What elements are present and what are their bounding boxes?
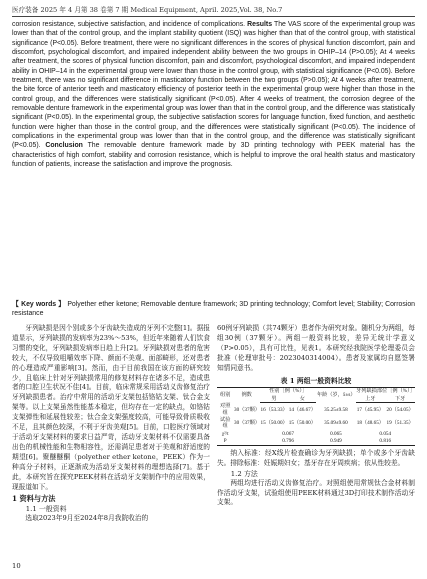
cell-p-age: 0.949 bbox=[316, 437, 355, 445]
cell-lower: 20（54.05） bbox=[386, 406, 414, 413]
th-female: 女 bbox=[288, 395, 316, 403]
cell-p-loss: 0.816 bbox=[356, 437, 415, 445]
cell-upper: 18（48.65） bbox=[356, 420, 384, 427]
th-sex: 性别［例（%）］ bbox=[260, 387, 316, 395]
cell-p-label: P bbox=[217, 437, 233, 445]
cell-n: 30（37颗） bbox=[234, 406, 260, 413]
section-heading-1-2: 1.2 方法 bbox=[230, 469, 258, 478]
cell-age: 35.09±9.60 bbox=[324, 420, 348, 427]
intro-paragraph: 牙列缺损是因个别或多个牙齿缺失造成的牙列不完整[1]。据报道显示，牙列缺损的发病率为23%～53%，但近年来随着人们饮食习惯的变化，牙列缺损发病率日趋上升[2]。牙列缺损对患者的危害较大，不仅导致咀嚼效率下降、颜面不美观、面部畸形，还对患者的心理造成严重影响[3]。然而，由于目前我国在该方面的研究较少，且临床上针对牙列缺损常用的修复材料存在诸多不足，造成患者的口腔卫生状况不佳[4]。目前，临床常规采用活动义齿修复治疗牙列缺损患者。治疗中常用的活动牙支架包括铬钴支架、钛合金支架等。以上支架虽然性能基本稳定，但均存在一定的缺点，如铬钴支架弹性和延展性较差；钛合金支架强度较高，可能导致骨质吸收不足，且其颜色较深，不利于牙齿美观[5]。目前，口腔医疗领域对于活动牙支架材料的要求日益严苛，活动牙支架材料不仅需要具备出色的机械性能和生物相容性，还需满足患者对于美观和舒适度的期望[6]。聚醚醚酮（polyether ether ketone，PEEK）作为一种高分子材料，正逐渐成为活动牙支架材料的理想选择[7]。基于此，本研究旨在探究PEEK材料在活动牙支架制作中的应用效果，现报道如下。 bbox=[12, 324, 210, 491]
cell-stat-loss: 0.054 bbox=[379, 430, 392, 437]
cell-stat-sex: 0.067 bbox=[282, 430, 294, 437]
left-column bbox=[12, 324, 210, 524]
cell-male: 16（53.33） bbox=[260, 406, 288, 413]
abstract-intro: corrosion resistance, subjective satisfaction, and incidence of complications. bbox=[12, 21, 246, 28]
conclusion-text: The removable denture framework made by 3D printing technology with PEEK material has the characteristics of high comfort, stability and corrosion resistance, which is helpful to improve the oral health status and masticatory function of patients, increase the satisfaction and improve the prognosis. bbox=[12, 142, 415, 169]
cell-upper: 17（45.95） bbox=[356, 406, 384, 413]
inclusion-criteria: 纳入标准：经X线片检查确诊为牙列缺损；单个或多个牙齿缺失。排除标准：妊娠期妇女；基牙存在牙周疾病；依从性较差。 bbox=[217, 448, 415, 467]
keywords-text: Polyether ether ketone; Removable denture framework; 3D printing technology; Comfort level; Stability; Corrosion resistance bbox=[12, 301, 415, 318]
table-row bbox=[217, 403, 415, 417]
results-label: Results bbox=[247, 21, 273, 28]
section-heading-1-1: 1.1 一般资料 bbox=[25, 505, 67, 514]
general-data-paragraph: 选取2023年9月至2024年8月我院收治的 bbox=[25, 514, 149, 523]
table-header-row bbox=[217, 387, 415, 395]
running-header: 医疗装备 2025 年 4 月第 38 卷第 7 期 Medical Equipment, April. 2025,Vol. 38, No.7 bbox=[12, 6, 283, 14]
right-column bbox=[217, 324, 415, 508]
th-age: 年龄（岁，x̄±s） bbox=[316, 387, 355, 403]
cell-p-sex: 0.796 bbox=[260, 437, 316, 445]
conclusion-label: Conclusion bbox=[45, 142, 83, 150]
th-group: 组别 bbox=[217, 387, 233, 403]
th-male: 男 bbox=[260, 395, 288, 403]
table-p-row bbox=[217, 437, 415, 445]
th-loss: 牙列缺损部位［例（%）］ bbox=[356, 388, 415, 395]
cell-stat-label: χ²/t bbox=[221, 430, 229, 437]
th-lower: 下牙 bbox=[385, 395, 415, 403]
general-data-continued: 60例牙列缺损（共74颗牙）患者作为研究对象。随机分为两组，每组30例（37颗牙）。两组一般资料比较，差异无统计学意义（P>0.05），具有可比性，见表1。本研究经我院医学伦理委员会批准（伦理审批号：2023040314004）。患者及家属均自愿签署知情同意书。 bbox=[217, 324, 415, 372]
th-n: 例数 bbox=[233, 387, 260, 403]
keywords-line bbox=[12, 300, 415, 319]
cell-group: 试验组 bbox=[220, 417, 231, 430]
english-abstract bbox=[12, 20, 415, 170]
page-number: 10 bbox=[12, 562, 21, 570]
methods-paragraph: 两组均进行活动义齿修复治疗。对照组使用常规钛合金材料制作活动牙支架，试验组使用PEEK材料通过3D打印技术制作活动牙支架。 bbox=[217, 478, 415, 507]
table-1 bbox=[217, 387, 415, 446]
th-upper: 上牙 bbox=[356, 395, 386, 403]
keywords-label: 【 Key words 】 bbox=[12, 301, 66, 308]
cell-group: 对照组 bbox=[220, 403, 231, 416]
cell-female: 14（46.67） bbox=[288, 406, 316, 413]
abstract-body bbox=[12, 20, 415, 170]
cell-n: 30（37颗） bbox=[234, 420, 260, 427]
cell-age: 35.25±9.58 bbox=[324, 406, 348, 413]
section-heading-1: 1 资料与方法 bbox=[12, 494, 56, 504]
cell-lower: 19（51.35） bbox=[386, 420, 414, 427]
results-text: The VAS score of the experimental group was lower than that of the control group, and the implant stability quotient (ISQ) was higher than that of the control group, with statistical significance (P<0.05). Before treatment, there were no significant differences in the scores of physical function discomfort, pain and discomfort, psychological discomfort, and impaired independent ability between the two groups in OHIP–14 (P>0.05); At 4 weeks after treatment, the scores of physical function discomfort, pain and discomfort, psychological discomfort, and impaired independent ability in OHIP–14 in the experimental group were lower than those in the control group, with statistical significance (P<0.05). Before treatment, there was no significant difference in masticatory function between the two groups (P>0.05); At 4 weeks after treatment, the bite force of anterior teeth and masticatory efficiency of posterior teeth in the experimental group were higher than those in the control group, and the differences were statistically significant (P<0.05). After 4 weeks of treatment, the corrosion degree of the removable denture framework in the experimental group was lower than that in the control group, and the difference was statistically significant (P<0.05). In the experimental group, the subjective satisfaction scores for language function, fixed function, and aesthetic function were higher than those in the control group, and the differences were statistically significant (P<0.05). The incidence of complications in the experimental group was lower than that in the control group, and the difference was statistically significant (P<0.05). bbox=[12, 21, 416, 150]
table-row bbox=[217, 416, 415, 430]
cell-male: 15（50.00） bbox=[260, 420, 288, 427]
cell-female: 15（50.00） bbox=[288, 420, 316, 427]
table-stat-row bbox=[217, 430, 415, 437]
table-1-title: 表 1 两组一般资料比较 bbox=[280, 376, 352, 385]
header-rule bbox=[12, 16, 415, 17]
cell-stat-age: 0.065 bbox=[330, 430, 342, 437]
